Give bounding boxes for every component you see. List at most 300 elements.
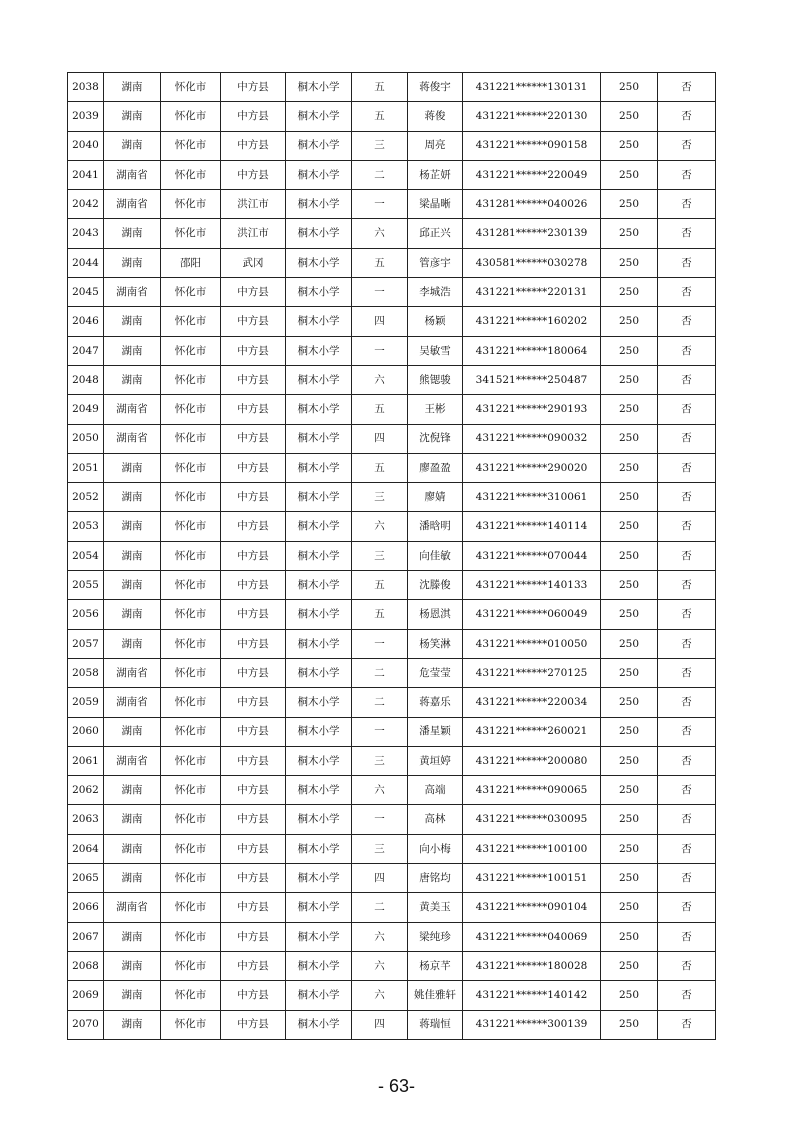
cell-city: 怀化市 xyxy=(161,102,221,131)
cell-province: 湖南 xyxy=(104,981,161,1010)
cell-province: 湖南 xyxy=(104,834,161,863)
cell-id: 431221******130131 xyxy=(463,73,601,102)
cell-city: 怀化市 xyxy=(161,629,221,658)
cell-id: 431221******090032 xyxy=(463,424,601,453)
cell-amount: 250 xyxy=(601,864,658,893)
cell-city: 怀化市 xyxy=(161,219,221,248)
cell-seq: 2059 xyxy=(68,688,104,717)
table-row xyxy=(68,395,716,424)
cell-grade: 五 xyxy=(352,102,408,131)
cell-school: 桐木小学 xyxy=(286,893,352,922)
cell-school: 桐木小学 xyxy=(286,1010,352,1039)
cell-flag: 否 xyxy=(658,453,716,482)
cell-id: 431221******100151 xyxy=(463,864,601,893)
cell-county: 中方县 xyxy=(221,864,286,893)
cell-province: 湖南 xyxy=(104,571,161,600)
cell-school: 桐木小学 xyxy=(286,541,352,570)
cell-seq: 2061 xyxy=(68,746,104,775)
cell-county: 中方县 xyxy=(221,746,286,775)
table-row xyxy=(68,307,716,336)
cell-seq: 2057 xyxy=(68,629,104,658)
cell-grade: 三 xyxy=(352,131,408,160)
cell-city: 怀化市 xyxy=(161,922,221,951)
cell-province: 湖南省 xyxy=(104,424,161,453)
cell-name: 高林 xyxy=(408,805,463,834)
cell-seq: 2052 xyxy=(68,483,104,512)
table-row xyxy=(68,365,716,394)
cell-seq: 2041 xyxy=(68,160,104,189)
cell-flag: 否 xyxy=(658,1010,716,1039)
cell-amount: 250 xyxy=(601,102,658,131)
cell-amount: 250 xyxy=(601,629,658,658)
cell-name: 唐铭均 xyxy=(408,864,463,893)
cell-city: 怀化市 xyxy=(161,981,221,1010)
cell-name: 李城浩 xyxy=(408,278,463,307)
cell-county: 中方县 xyxy=(221,688,286,717)
cell-school: 桐木小学 xyxy=(286,512,352,541)
cell-province: 湖南 xyxy=(104,102,161,131)
table-row xyxy=(68,278,716,307)
table-body xyxy=(68,73,716,1040)
cell-name: 蒋俊 xyxy=(408,102,463,131)
cell-amount: 250 xyxy=(601,893,658,922)
cell-grade: 一 xyxy=(352,278,408,307)
cell-school: 桐木小学 xyxy=(286,864,352,893)
cell-id: 431221******040069 xyxy=(463,922,601,951)
cell-seq: 2060 xyxy=(68,717,104,746)
cell-amount: 250 xyxy=(601,395,658,424)
cell-county: 中方县 xyxy=(221,307,286,336)
cell-county: 中方县 xyxy=(221,1010,286,1039)
cell-county: 中方县 xyxy=(221,365,286,394)
cell-amount: 250 xyxy=(601,219,658,248)
cell-flag: 否 xyxy=(658,922,716,951)
cell-id: 431221******140142 xyxy=(463,981,601,1010)
cell-amount: 250 xyxy=(601,922,658,951)
cell-grade: 六 xyxy=(352,512,408,541)
cell-name: 潘晗明 xyxy=(408,512,463,541)
cell-amount: 250 xyxy=(601,805,658,834)
cell-province: 湖南 xyxy=(104,336,161,365)
cell-city: 怀化市 xyxy=(161,688,221,717)
cell-name: 高端 xyxy=(408,776,463,805)
table-row xyxy=(68,922,716,951)
cell-id: 431221******220034 xyxy=(463,688,601,717)
cell-id: 431221******220131 xyxy=(463,278,601,307)
cell-amount: 250 xyxy=(601,160,658,189)
cell-city: 怀化市 xyxy=(161,453,221,482)
cell-name: 梁晶晰 xyxy=(408,190,463,219)
cell-seq: 2069 xyxy=(68,981,104,1010)
table-row xyxy=(68,541,716,570)
cell-city: 怀化市 xyxy=(161,307,221,336)
cell-name: 廖婧 xyxy=(408,483,463,512)
cell-grade: 六 xyxy=(352,219,408,248)
cell-city: 怀化市 xyxy=(161,658,221,687)
cell-id: 431221******100100 xyxy=(463,834,601,863)
cell-county: 中方县 xyxy=(221,571,286,600)
cell-id: 431221******220130 xyxy=(463,102,601,131)
cell-grade: 五 xyxy=(352,600,408,629)
cell-school: 桐木小学 xyxy=(286,571,352,600)
cell-seq: 2044 xyxy=(68,248,104,277)
cell-city: 怀化市 xyxy=(161,834,221,863)
cell-school: 桐木小学 xyxy=(286,776,352,805)
cell-id: 431221******180028 xyxy=(463,951,601,980)
cell-grade: 五 xyxy=(352,73,408,102)
table-row xyxy=(68,219,716,248)
cell-id: 431221******090104 xyxy=(463,893,601,922)
cell-seq: 2053 xyxy=(68,512,104,541)
cell-id: 431221******090158 xyxy=(463,131,601,160)
cell-county: 中方县 xyxy=(221,131,286,160)
cell-flag: 否 xyxy=(658,483,716,512)
cell-grade: 四 xyxy=(352,864,408,893)
records-table xyxy=(67,72,716,1040)
cell-seq: 2047 xyxy=(68,336,104,365)
cell-city: 邵阳 xyxy=(161,248,221,277)
cell-flag: 否 xyxy=(658,717,716,746)
cell-city: 怀化市 xyxy=(161,424,221,453)
cell-grade: 五 xyxy=(352,453,408,482)
cell-name: 熊锶骏 xyxy=(408,365,463,394)
cell-amount: 250 xyxy=(601,951,658,980)
table-row xyxy=(68,776,716,805)
table-row xyxy=(68,805,716,834)
cell-name: 蒋俊宇 xyxy=(408,73,463,102)
cell-amount: 250 xyxy=(601,571,658,600)
cell-flag: 否 xyxy=(658,864,716,893)
cell-province: 湖南 xyxy=(104,922,161,951)
cell-flag: 否 xyxy=(658,688,716,717)
cell-name: 王彬 xyxy=(408,395,463,424)
cell-grade: 四 xyxy=(352,1010,408,1039)
cell-flag: 否 xyxy=(658,834,716,863)
cell-grade: 一 xyxy=(352,805,408,834)
table-row xyxy=(68,864,716,893)
cell-province: 湖南 xyxy=(104,512,161,541)
cell-county: 中方县 xyxy=(221,424,286,453)
table-row xyxy=(68,512,716,541)
table-row xyxy=(68,131,716,160)
cell-county: 中方县 xyxy=(221,922,286,951)
table-row xyxy=(68,248,716,277)
table-row xyxy=(68,717,716,746)
cell-school: 桐木小学 xyxy=(286,483,352,512)
cell-province: 湖南 xyxy=(104,541,161,570)
cell-grade: 二 xyxy=(352,688,408,717)
cell-flag: 否 xyxy=(658,395,716,424)
cell-county: 洪江市 xyxy=(221,219,286,248)
cell-seq: 2048 xyxy=(68,365,104,394)
cell-grade: 三 xyxy=(352,483,408,512)
cell-province: 湖南 xyxy=(104,483,161,512)
table-row xyxy=(68,629,716,658)
cell-seq: 2051 xyxy=(68,453,104,482)
cell-id: 431221******270125 xyxy=(463,658,601,687)
cell-flag: 否 xyxy=(658,512,716,541)
cell-amount: 250 xyxy=(601,190,658,219)
cell-province: 湖南 xyxy=(104,453,161,482)
cell-school: 桐木小学 xyxy=(286,278,352,307)
cell-amount: 250 xyxy=(601,541,658,570)
cell-id: 431221******060049 xyxy=(463,600,601,629)
table-row xyxy=(68,893,716,922)
cell-seq: 2070 xyxy=(68,1010,104,1039)
cell-id: 341521******250487 xyxy=(463,365,601,394)
table-row xyxy=(68,951,716,980)
cell-grade: 一 xyxy=(352,717,408,746)
cell-province: 湖南省 xyxy=(104,190,161,219)
cell-name: 姚佳雅轩 xyxy=(408,981,463,1010)
cell-seq: 2042 xyxy=(68,190,104,219)
cell-grade: 二 xyxy=(352,658,408,687)
cell-id: 431221******090065 xyxy=(463,776,601,805)
cell-id: 431221******260021 xyxy=(463,717,601,746)
cell-province: 湖南 xyxy=(104,717,161,746)
cell-flag: 否 xyxy=(658,219,716,248)
cell-seq: 2045 xyxy=(68,278,104,307)
cell-flag: 否 xyxy=(658,336,716,365)
cell-flag: 否 xyxy=(658,600,716,629)
cell-name: 蒋嘉乐 xyxy=(408,688,463,717)
cell-id: 431221******310061 xyxy=(463,483,601,512)
table-row xyxy=(68,73,716,102)
cell-city: 怀化市 xyxy=(161,717,221,746)
cell-flag: 否 xyxy=(658,629,716,658)
cell-grade: 六 xyxy=(352,922,408,951)
cell-grade: 五 xyxy=(352,248,408,277)
cell-county: 中方县 xyxy=(221,981,286,1010)
cell-seq: 2063 xyxy=(68,805,104,834)
cell-school: 桐木小学 xyxy=(286,248,352,277)
cell-province: 湖南省 xyxy=(104,688,161,717)
cell-seq: 2043 xyxy=(68,219,104,248)
cell-school: 桐木小学 xyxy=(286,658,352,687)
cell-id: 431221******140114 xyxy=(463,512,601,541)
table-row xyxy=(68,190,716,219)
cell-flag: 否 xyxy=(658,278,716,307)
cell-grade: 四 xyxy=(352,424,408,453)
cell-city: 怀化市 xyxy=(161,278,221,307)
cell-grade: 五 xyxy=(352,571,408,600)
cell-province: 湖南省 xyxy=(104,893,161,922)
cell-amount: 250 xyxy=(601,600,658,629)
cell-province: 湖南省 xyxy=(104,658,161,687)
cell-school: 桐木小学 xyxy=(286,307,352,336)
table-row xyxy=(68,600,716,629)
cell-name: 向小梅 xyxy=(408,834,463,863)
cell-county: 中方县 xyxy=(221,658,286,687)
cell-name: 邱正兴 xyxy=(408,219,463,248)
cell-flag: 否 xyxy=(658,951,716,980)
cell-flag: 否 xyxy=(658,307,716,336)
cell-amount: 250 xyxy=(601,307,658,336)
cell-county: 中方县 xyxy=(221,160,286,189)
cell-county: 中方县 xyxy=(221,951,286,980)
table-row xyxy=(68,453,716,482)
cell-flag: 否 xyxy=(658,190,716,219)
cell-amount: 250 xyxy=(601,483,658,512)
cell-province: 湖南 xyxy=(104,864,161,893)
cell-grade: 六 xyxy=(352,365,408,394)
cell-school: 桐木小学 xyxy=(286,688,352,717)
cell-city: 怀化市 xyxy=(161,512,221,541)
cell-city: 怀化市 xyxy=(161,951,221,980)
cell-school: 桐木小学 xyxy=(286,102,352,131)
cell-amount: 250 xyxy=(601,131,658,160)
cell-flag: 否 xyxy=(658,102,716,131)
cell-id: 431221******160202 xyxy=(463,307,601,336)
cell-seq: 2062 xyxy=(68,776,104,805)
cell-province: 湖南省 xyxy=(104,746,161,775)
cell-seq: 2055 xyxy=(68,571,104,600)
cell-school: 桐木小学 xyxy=(286,834,352,863)
cell-county: 中方县 xyxy=(221,102,286,131)
cell-county: 洪江市 xyxy=(221,190,286,219)
cell-id: 431221******220049 xyxy=(463,160,601,189)
cell-grade: 四 xyxy=(352,307,408,336)
table-row xyxy=(68,981,716,1010)
table-row xyxy=(68,424,716,453)
cell-grade: 三 xyxy=(352,746,408,775)
cell-grade: 三 xyxy=(352,834,408,863)
cell-name: 潘星颖 xyxy=(408,717,463,746)
cell-id: 431221******010050 xyxy=(463,629,601,658)
cell-city: 怀化市 xyxy=(161,395,221,424)
cell-province: 湖南 xyxy=(104,365,161,394)
cell-name: 向佳敏 xyxy=(408,541,463,570)
cell-school: 桐木小学 xyxy=(286,600,352,629)
cell-province: 湖南 xyxy=(104,73,161,102)
cell-province: 湖南省 xyxy=(104,160,161,189)
cell-name: 廖盈盈 xyxy=(408,453,463,482)
cell-province: 湖南 xyxy=(104,951,161,980)
cell-amount: 250 xyxy=(601,688,658,717)
cell-flag: 否 xyxy=(658,776,716,805)
cell-id: 430581******030278 xyxy=(463,248,601,277)
cell-flag: 否 xyxy=(658,248,716,277)
cell-grade: 一 xyxy=(352,629,408,658)
cell-name: 杨京芊 xyxy=(408,951,463,980)
cell-seq: 2040 xyxy=(68,131,104,160)
cell-amount: 250 xyxy=(601,834,658,863)
cell-county: 中方县 xyxy=(221,395,286,424)
cell-county: 中方县 xyxy=(221,483,286,512)
cell-school: 桐木小学 xyxy=(286,395,352,424)
cell-seq: 2050 xyxy=(68,424,104,453)
cell-amount: 250 xyxy=(601,717,658,746)
cell-amount: 250 xyxy=(601,512,658,541)
cell-city: 怀化市 xyxy=(161,571,221,600)
cell-flag: 否 xyxy=(658,541,716,570)
cell-city: 怀化市 xyxy=(161,190,221,219)
cell-id: 431221******290193 xyxy=(463,395,601,424)
cell-name: 蒋瑞恒 xyxy=(408,1010,463,1039)
cell-name: 黄垣婷 xyxy=(408,746,463,775)
cell-school: 桐木小学 xyxy=(286,981,352,1010)
cell-name: 杨颖 xyxy=(408,307,463,336)
table-row xyxy=(68,102,716,131)
cell-name: 危莹莹 xyxy=(408,658,463,687)
cell-city: 怀化市 xyxy=(161,893,221,922)
cell-flag: 否 xyxy=(658,571,716,600)
cell-grade: 一 xyxy=(352,336,408,365)
cell-amount: 250 xyxy=(601,336,658,365)
cell-id: 431221******200080 xyxy=(463,746,601,775)
cell-grade: 二 xyxy=(352,160,408,189)
cell-id: 431221******300139 xyxy=(463,1010,601,1039)
table-row xyxy=(68,688,716,717)
cell-school: 桐木小学 xyxy=(286,629,352,658)
cell-seq: 2058 xyxy=(68,658,104,687)
cell-city: 怀化市 xyxy=(161,541,221,570)
cell-province: 湖南 xyxy=(104,131,161,160)
cell-flag: 否 xyxy=(658,981,716,1010)
cell-city: 怀化市 xyxy=(161,365,221,394)
cell-flag: 否 xyxy=(658,893,716,922)
cell-seq: 2065 xyxy=(68,864,104,893)
cell-province: 湖南 xyxy=(104,248,161,277)
cell-county: 中方县 xyxy=(221,73,286,102)
cell-county: 中方县 xyxy=(221,629,286,658)
cell-amount: 250 xyxy=(601,453,658,482)
cell-grade: 六 xyxy=(352,981,408,1010)
cell-province: 湖南省 xyxy=(104,395,161,424)
cell-county: 中方县 xyxy=(221,717,286,746)
cell-amount: 250 xyxy=(601,248,658,277)
cell-county: 中方县 xyxy=(221,776,286,805)
cell-school: 桐木小学 xyxy=(286,424,352,453)
cell-school: 桐木小学 xyxy=(286,190,352,219)
cell-school: 桐木小学 xyxy=(286,922,352,951)
cell-school: 桐木小学 xyxy=(286,219,352,248)
cell-flag: 否 xyxy=(658,805,716,834)
cell-grade: 六 xyxy=(352,776,408,805)
cell-id: 431221******030095 xyxy=(463,805,601,834)
cell-city: 怀化市 xyxy=(161,131,221,160)
cell-name: 管彦宇 xyxy=(408,248,463,277)
cell-city: 怀化市 xyxy=(161,160,221,189)
cell-grade: 二 xyxy=(352,893,408,922)
cell-name: 黄美玉 xyxy=(408,893,463,922)
cell-id: 431221******290020 xyxy=(463,453,601,482)
cell-grade: 三 xyxy=(352,541,408,570)
cell-flag: 否 xyxy=(658,424,716,453)
cell-id: 431221******070044 xyxy=(463,541,601,570)
cell-grade: 六 xyxy=(352,951,408,980)
table-row xyxy=(68,834,716,863)
cell-id: 431221******180064 xyxy=(463,336,601,365)
cell-seq: 2039 xyxy=(68,102,104,131)
cell-amount: 250 xyxy=(601,73,658,102)
cell-province: 湖南 xyxy=(104,307,161,336)
cell-name: 杨恩淇 xyxy=(408,600,463,629)
cell-city: 怀化市 xyxy=(161,776,221,805)
cell-flag: 否 xyxy=(658,131,716,160)
cell-seq: 2038 xyxy=(68,73,104,102)
cell-school: 桐木小学 xyxy=(286,746,352,775)
cell-county: 中方县 xyxy=(221,600,286,629)
cell-amount: 250 xyxy=(601,278,658,307)
cell-city: 怀化市 xyxy=(161,805,221,834)
cell-name: 沈滕俊 xyxy=(408,571,463,600)
cell-school: 桐木小学 xyxy=(286,717,352,746)
cell-amount: 250 xyxy=(601,776,658,805)
cell-seq: 2049 xyxy=(68,395,104,424)
table-row xyxy=(68,1010,716,1039)
cell-county: 中方县 xyxy=(221,805,286,834)
